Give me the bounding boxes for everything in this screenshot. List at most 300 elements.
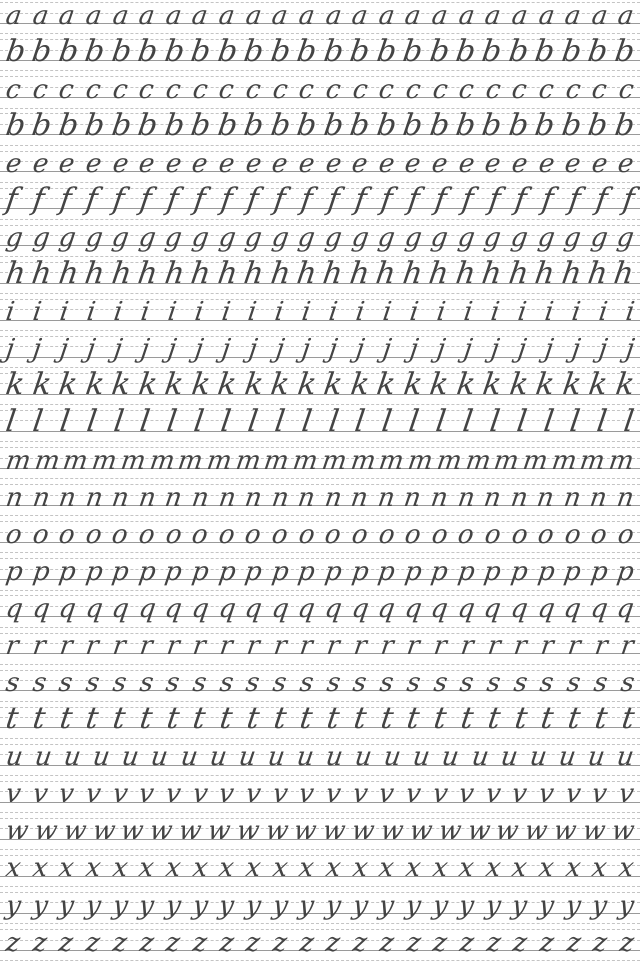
- practice-letter: q: [429, 593, 451, 624]
- practice-letter: u: [120, 742, 142, 773]
- practice-letter: c: [3, 74, 23, 105]
- practice-letter: v: [110, 779, 130, 810]
- practice-letter: m: [348, 445, 378, 476]
- practice-letter: p: [189, 556, 211, 587]
- practice-letter: x: [430, 853, 450, 884]
- practice-letter: e: [3, 149, 24, 179]
- letter-sequence: [3, 149, 636, 179]
- letter-sequence: [3, 556, 637, 587]
- practice-letter: k: [401, 367, 425, 403]
- practice-letter: y: [190, 890, 210, 921]
- practice-letter: u: [3, 742, 25, 773]
- practice-letter: p: [535, 556, 557, 587]
- practice-letter: h: [479, 256, 505, 292]
- practice-letter: x: [137, 853, 157, 884]
- practice-letter: q: [57, 593, 78, 624]
- practice-letter: n: [455, 482, 477, 513]
- practice-letter: a: [403, 0, 423, 31]
- practice-letter: e: [296, 149, 317, 179]
- practice-letter: f: [30, 181, 47, 217]
- practice-letter: z: [30, 927, 49, 958]
- practice-row-m: [0, 445, 640, 482]
- practice-letter: j: [111, 334, 124, 365]
- descender-guide-line: [0, 219, 640, 220]
- practice-letter: y: [270, 890, 290, 921]
- practice-letter: r: [110, 631, 128, 661]
- practice-letter: k: [507, 367, 531, 403]
- practice-letter: j: [462, 334, 475, 365]
- practice-letter: s: [110, 668, 129, 699]
- practice-letter: l: [191, 404, 207, 440]
- practice-letter: k: [162, 367, 186, 403]
- practice-letter: l: [137, 404, 153, 440]
- practice-letter: n: [296, 482, 318, 513]
- practice-letter: g: [83, 223, 105, 254]
- practice-letter: q: [189, 593, 211, 624]
- practice-letter: t: [485, 701, 503, 737]
- practice-letter: q: [588, 593, 610, 624]
- practice-letter: j: [596, 334, 610, 365]
- practice-letter: n: [110, 482, 132, 513]
- practice-letter: w: [263, 816, 290, 847]
- practice-letter: w: [234, 816, 262, 847]
- practice-letter: c: [243, 74, 263, 105]
- practice-letter: c: [350, 74, 370, 105]
- descender-guide-line: [0, 145, 640, 146]
- practice-letter: s: [404, 668, 423, 699]
- practice-letter: v: [30, 779, 50, 810]
- descender-guide-line: [0, 960, 640, 961]
- practice-letter: b: [480, 33, 505, 69]
- practice-letter: b: [480, 107, 505, 143]
- letter-sequence: [3, 297, 636, 328]
- practice-letter: b: [188, 107, 214, 143]
- letter-sequence: [3, 853, 636, 884]
- practice-letter: b: [612, 107, 637, 143]
- practice-letter: b: [585, 33, 611, 69]
- practice-letter: b: [374, 33, 399, 69]
- practice-letter: k: [295, 367, 319, 403]
- practice-letter: i: [434, 297, 448, 328]
- practice-letter: p: [455, 556, 477, 587]
- practice-letter: b: [135, 107, 161, 143]
- practice-letter: o: [3, 519, 24, 550]
- practice-letter: s: [244, 668, 262, 699]
- practice-letter: k: [242, 367, 266, 403]
- practice-letter: a: [190, 0, 210, 31]
- practice-letter: s: [564, 668, 583, 699]
- practice-letter: a: [350, 0, 370, 31]
- practice-letter: k: [56, 367, 80, 403]
- practice-letter: n: [402, 482, 424, 513]
- practice-letter: a: [616, 0, 636, 31]
- practice-letter: s: [30, 668, 49, 699]
- practice-letter: o: [243, 519, 264, 550]
- practice-letter: t: [458, 701, 476, 737]
- letter-sequence: [3, 519, 636, 550]
- practice-letter: b: [3, 33, 28, 69]
- practice-letter: h: [426, 256, 452, 292]
- practice-letter: l: [84, 404, 99, 440]
- practice-letter: o: [562, 519, 583, 550]
- practice-letter: r: [137, 631, 155, 661]
- practice-letter: e: [190, 149, 210, 179]
- practice-letter: v: [323, 779, 343, 810]
- practice-row-i: [0, 297, 640, 334]
- practice-letter: a: [376, 0, 397, 31]
- practice-row-u: [0, 742, 640, 779]
- practice-letter: g: [402, 223, 424, 254]
- practice-letter: p: [243, 556, 264, 587]
- practice-letter: l: [621, 404, 637, 440]
- practice-letter: m: [90, 445, 119, 476]
- practice-letter: g: [163, 223, 185, 254]
- practice-letter: a: [30, 0, 51, 31]
- practice-letter: s: [137, 668, 156, 699]
- practice-letter: u: [585, 742, 607, 773]
- practice-row-e: [0, 148, 640, 185]
- practice-letter: s: [511, 668, 530, 699]
- practice-row-x: [0, 853, 640, 890]
- practice-letter: f: [352, 181, 369, 217]
- practice-letter: t: [324, 701, 342, 737]
- practice-letter: b: [347, 107, 372, 143]
- practice-letter: g: [508, 223, 530, 254]
- practice-letter: s: [190, 668, 209, 699]
- practice-letter: c: [57, 74, 76, 105]
- practice-letter: a: [3, 0, 24, 31]
- practice-letter: l: [57, 404, 72, 440]
- practice-letter: l: [433, 404, 449, 440]
- practice-letter: o: [269, 519, 290, 550]
- practice-letter: e: [403, 149, 423, 179]
- practice-letter: j: [435, 334, 448, 365]
- practice-letter: v: [377, 779, 396, 810]
- practice-letter: v: [403, 779, 423, 810]
- practice-letter: q: [163, 593, 185, 624]
- practice-letter: e: [350, 149, 370, 179]
- practice-letter: i: [30, 297, 44, 328]
- practice-letter: m: [463, 445, 493, 476]
- practice-letter: t: [351, 701, 369, 737]
- practice-letter: e: [216, 149, 237, 179]
- descender-guide-line: [0, 886, 640, 887]
- practice-letter: o: [216, 519, 237, 550]
- practice-letter: n: [614, 482, 636, 513]
- practice-letter: c: [137, 74, 156, 105]
- practice-letter: l: [272, 404, 287, 440]
- practice-letter: w: [350, 816, 377, 847]
- practice-letter: a: [483, 0, 503, 31]
- practice-letter: j: [219, 334, 232, 365]
- practice-letter: q: [3, 593, 25, 624]
- practice-letter: s: [431, 668, 449, 699]
- practice-letter: t: [538, 701, 556, 737]
- practice-letter: r: [57, 631, 75, 661]
- practice-letter: x: [3, 853, 23, 884]
- practice-letter: q: [30, 593, 52, 624]
- practice-letter: c: [483, 74, 503, 105]
- practice-letter: z: [591, 927, 610, 958]
- practice-letter: g: [110, 223, 132, 254]
- practice-letter: h: [3, 256, 28, 292]
- practice-letter: h: [215, 256, 240, 292]
- practice-letter: t: [3, 701, 21, 737]
- practice-letter: l: [460, 404, 476, 440]
- practice-letter: l: [3, 404, 19, 440]
- practice-letter: b: [400, 33, 425, 69]
- practice-row-v: [0, 779, 640, 816]
- practice-letter: r: [30, 631, 48, 661]
- practice-letter: f: [459, 181, 476, 217]
- practice-letter: f: [137, 181, 154, 217]
- practice-letter: q: [216, 593, 238, 624]
- practice-letter: w: [32, 816, 60, 847]
- practice-letter: z: [618, 927, 636, 958]
- practice-letter: h: [612, 256, 637, 292]
- practice-letter: l: [379, 404, 395, 440]
- practice-letter: e: [30, 149, 51, 179]
- practice-letter: h: [559, 256, 584, 292]
- practice-letter: p: [216, 556, 238, 587]
- practice-letter: b: [532, 33, 558, 69]
- practice-letter: f: [566, 181, 583, 217]
- practice-letter: s: [164, 668, 182, 699]
- practice-letter: z: [511, 927, 530, 958]
- practice-letter: i: [111, 297, 125, 328]
- practice-letter: n: [508, 482, 530, 513]
- practice-letter: a: [589, 0, 610, 31]
- practice-letter: r: [217, 631, 235, 661]
- practice-letter: a: [563, 0, 583, 31]
- practice-letter: c: [217, 74, 236, 105]
- practice-letter: y: [297, 890, 317, 921]
- practice-letter: c: [403, 74, 423, 105]
- practice-letter: b: [321, 107, 346, 143]
- practice-letter: h: [162, 256, 187, 292]
- practice-letter: b: [30, 33, 55, 69]
- practice-letter: b: [135, 33, 161, 69]
- practice-letter: m: [204, 445, 234, 476]
- practice-letter: u: [411, 742, 433, 773]
- practice-letter: q: [375, 593, 397, 624]
- practice-row-z: [0, 927, 640, 964]
- practice-letter: y: [377, 890, 396, 921]
- practice-letter: i: [542, 297, 556, 328]
- practice-letter: o: [296, 519, 317, 550]
- practice-letter: t: [431, 701, 449, 737]
- practice-letter: g: [216, 223, 238, 254]
- practice-letter: k: [30, 367, 54, 403]
- practice-letter: w: [61, 816, 89, 847]
- practice-letter: x: [403, 853, 423, 884]
- practice-letter: z: [57, 927, 76, 958]
- practice-letter: z: [297, 927, 316, 958]
- practice-letter: i: [192, 297, 205, 328]
- practice-letter: b: [83, 107, 108, 143]
- practice-letter: t: [137, 701, 155, 737]
- practice-row-l: [0, 404, 640, 445]
- practice-letter: q: [83, 593, 105, 624]
- practice-letter: o: [403, 519, 423, 550]
- practice-letter: s: [84, 668, 102, 699]
- letter-sequence: [3, 404, 637, 440]
- descender-guide-line: [0, 664, 640, 665]
- practice-letter: l: [487, 404, 502, 440]
- practice-letter: g: [455, 223, 477, 254]
- practice-letter: f: [298, 181, 315, 217]
- practice-letter: b: [559, 33, 584, 69]
- practice-letter: p: [57, 556, 78, 587]
- practice-letter: h: [56, 256, 81, 292]
- practice-letter: y: [563, 890, 583, 921]
- practice-letter: m: [319, 445, 349, 476]
- practice-letter: r: [271, 631, 289, 661]
- practice-letter: x: [590, 853, 610, 884]
- practice-letter: f: [244, 181, 261, 217]
- descender-guide-line: [0, 478, 640, 479]
- practice-letter: y: [110, 890, 130, 921]
- practice-letter: v: [457, 779, 476, 810]
- practice-letter: g: [30, 223, 52, 254]
- practice-letter: v: [510, 779, 530, 810]
- practice-letter: m: [291, 445, 320, 476]
- letter-sequence: [3, 74, 636, 105]
- practice-letter: r: [351, 631, 369, 661]
- practice-letter: t: [271, 701, 289, 737]
- practice-letter: b: [188, 33, 214, 69]
- practice-letter: t: [405, 701, 423, 737]
- practice-letter: r: [538, 631, 556, 661]
- practice-letter: l: [30, 404, 46, 440]
- practice-letter: s: [271, 668, 289, 699]
- practice-letter: b: [109, 107, 134, 143]
- practice-letter: v: [83, 779, 103, 810]
- practice-letter: h: [30, 256, 55, 292]
- practice-letter: s: [324, 668, 343, 699]
- practice-letter: b: [374, 107, 399, 143]
- practice-letter: n: [428, 482, 450, 513]
- practice-letter: e: [243, 149, 264, 179]
- practice-letter: u: [614, 742, 636, 773]
- practice-letter: f: [539, 181, 556, 217]
- practice-letter: i: [3, 297, 17, 328]
- practice-letter: q: [482, 593, 504, 624]
- practice-letter: y: [483, 890, 503, 921]
- practice-letter: a: [57, 0, 77, 31]
- practice-letter: f: [164, 181, 181, 217]
- practice-letter: h: [453, 256, 478, 292]
- practice-letter: m: [32, 445, 62, 476]
- practice-letter: c: [616, 74, 636, 105]
- practice-letter: j: [300, 334, 313, 365]
- practice-letter: b: [453, 33, 478, 69]
- practice-row-k: [0, 367, 640, 408]
- practice-letter: f: [218, 181, 235, 217]
- practice-letter: g: [588, 223, 610, 254]
- practice-letter: x: [110, 853, 130, 884]
- practice-letter: m: [434, 445, 464, 476]
- practice-letter: m: [61, 445, 91, 476]
- practice-letter: z: [324, 927, 343, 958]
- practice-letter: k: [268, 367, 292, 403]
- practice-letter: y: [590, 890, 610, 921]
- practice-letter: k: [480, 367, 504, 403]
- practice-letter: u: [91, 742, 113, 773]
- practice-letter: g: [243, 223, 264, 254]
- practice-letter: b: [3, 107, 28, 143]
- letter-sequence: [3, 668, 636, 699]
- practice-letter: w: [494, 816, 521, 847]
- practice-letter: m: [377, 445, 407, 476]
- practice-letter: y: [30, 890, 50, 921]
- practice-letter: b: [215, 33, 240, 69]
- practice-letter: b: [400, 107, 425, 143]
- practice-letter: g: [296, 223, 318, 254]
- practice-letter: r: [3, 631, 21, 661]
- practice-letter: k: [454, 367, 478, 403]
- practice-letter: x: [163, 853, 183, 884]
- letter-sequence: [3, 779, 636, 810]
- practice-letter: x: [270, 853, 290, 884]
- practice-letter: v: [270, 779, 290, 810]
- practice-letter: o: [349, 519, 370, 550]
- practice-letter: z: [3, 927, 22, 958]
- practice-letter: r: [485, 631, 503, 661]
- practice-letter: m: [118, 445, 148, 476]
- practice-letter: o: [536, 519, 556, 550]
- practice-letter: n: [163, 482, 185, 513]
- practice-letter: e: [110, 149, 130, 179]
- practice-letter: h: [268, 256, 293, 292]
- practice-row-h: [0, 256, 640, 297]
- practice-letter: s: [458, 668, 476, 699]
- practice-letter: o: [83, 519, 104, 550]
- practice-letter: z: [537, 927, 556, 958]
- practice-letter: w: [551, 816, 579, 847]
- practice-letter: k: [427, 367, 451, 403]
- practice-letter: h: [347, 256, 372, 292]
- practice-letter: j: [273, 334, 286, 365]
- practice-letter: o: [509, 519, 530, 550]
- practice-letter: i: [300, 297, 313, 328]
- practice-letter: w: [148, 816, 175, 847]
- practice-letter: u: [294, 742, 316, 773]
- practice-letter: n: [588, 482, 610, 513]
- practice-letter: e: [456, 149, 477, 179]
- practice-letter: x: [323, 853, 343, 884]
- practice-letter: g: [57, 223, 78, 254]
- practice-letter: r: [84, 631, 101, 661]
- practice-letter: o: [376, 519, 397, 550]
- practice-letter: n: [242, 482, 264, 513]
- practice-letter: j: [165, 334, 178, 365]
- practice-letter: i: [488, 297, 502, 328]
- letter-sequence: [3, 334, 637, 365]
- practice-letter: z: [84, 927, 102, 958]
- practice-letter: m: [147, 445, 177, 476]
- practice-letter: j: [30, 334, 44, 365]
- practice-letter: p: [83, 556, 105, 587]
- practice-letter: o: [456, 519, 477, 550]
- practice-letter: z: [484, 927, 503, 958]
- practice-letter: m: [3, 445, 33, 476]
- practice-letter: t: [565, 701, 583, 737]
- practice-letter: k: [109, 367, 133, 403]
- practice-letter: l: [164, 404, 180, 440]
- practice-letter: a: [270, 0, 290, 31]
- practice-letter: s: [57, 668, 75, 699]
